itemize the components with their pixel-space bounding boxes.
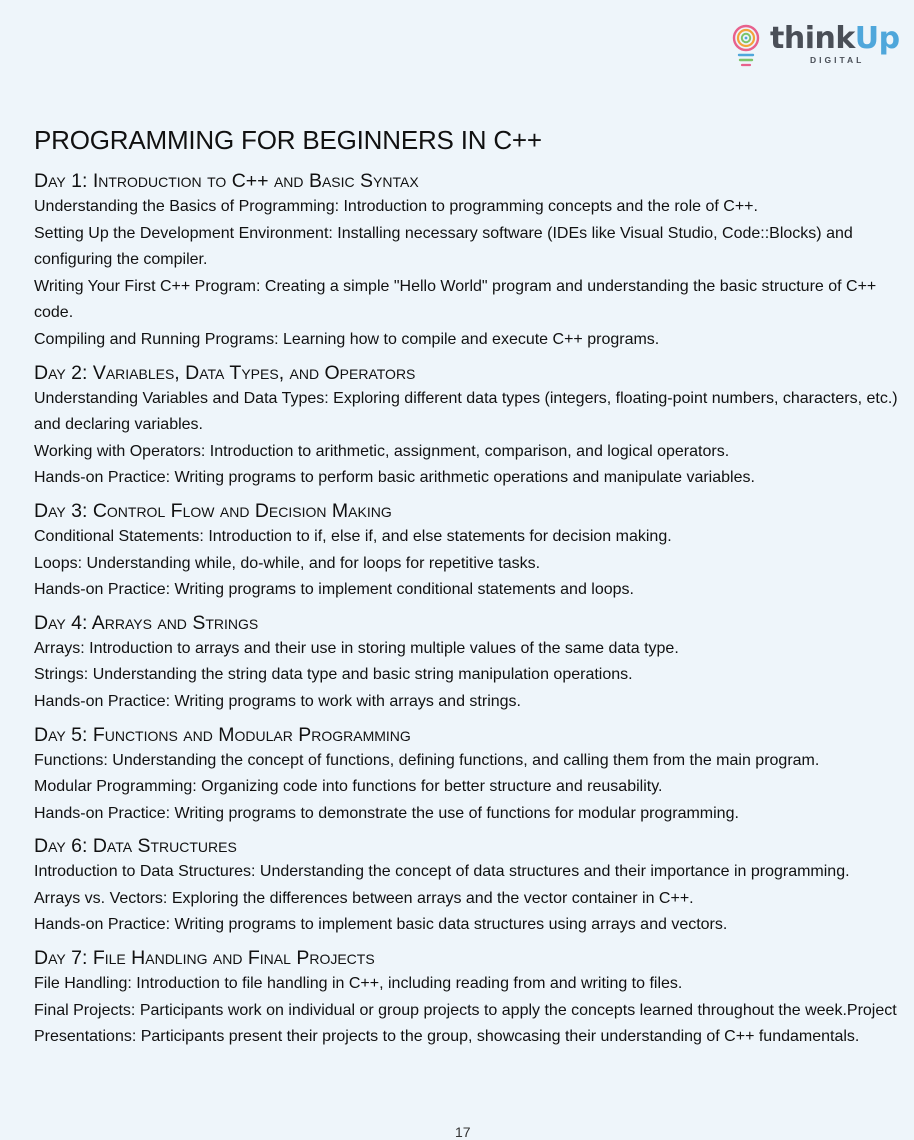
paragraph: Loops: Understanding while, do-while, and for loops for repetitive tasks. (34, 554, 541, 572)
thinkup-logo (730, 21, 900, 68)
day-heading: Day 1: Introduction to C++ and Basic Syntax (34, 170, 419, 192)
paragraph: Hands-on Practice: Writing programs to implement basic data structures using arrays and vectors. (34, 916, 728, 934)
day-heading: Day 7: File Handling and Final Projects (34, 947, 375, 970)
paragraph: Final Projects: Participants work on individual or group projects to apply the concepts learned throughout the week.Project Presentations: Participants present their projects to the group, showcasing their understanding of C++ fundamentals. (34, 1001, 897, 1046)
paragraph: Conditional Statements: Introduction to if, else if, and else statements for decision making. (34, 527, 672, 545)
paragraph: Hands-on Practice: Writing programs to perform basic arithmetic operations and manipulate variables. (34, 469, 755, 487)
paragraph: Arrays: Introduction to arrays and their use in storing multiple values of the same data type. (34, 639, 679, 657)
paragraph: Introduction to Data Structures: Understanding the concept of data structures and their importance in programming. (34, 863, 850, 881)
lightbulb-swirl-icon (730, 22, 764, 68)
paragraph: Strings: Understanding the string data type and basic string manipulation operations. (34, 666, 633, 684)
day-5-section (34, 722, 904, 828)
logo-subtitle: DIGITAL (810, 55, 865, 65)
paragraph: Functions: Understanding the concept of functions, defining functions, and calling them from the main program. (34, 751, 820, 769)
day-heading: Day 3: Control Flow and Decision Making (34, 499, 392, 522)
paragraph: Hands-on Practice: Writing programs to implement conditional statements and loops. (34, 581, 634, 599)
paragraph: File Handling: Introduction to file handling in C++, including reading from and writing to files. (34, 975, 683, 993)
day-4-section (34, 610, 904, 716)
paragraph: Understanding Variables and Data Types: Exploring different data types (integers, floating-point numbers, characters, etc.) and declaring variables. (34, 389, 898, 434)
paragraph: Understanding the Basics of Programming: Introduction to programming concepts and the role of C++. (34, 198, 758, 215)
paragraph: Modular Programming: Organizing code into functions for better structure and reusability. (34, 778, 663, 796)
document-body (34, 120, 904, 1057)
day-2-section (34, 360, 904, 492)
page-title: PROGRAMMING FOR BEGINNERS IN C++ (34, 125, 542, 155)
day-7-section (34, 945, 904, 1051)
paragraph: Working with Operators: Introduction to arithmetic, assignment, comparison, and logical operators. (34, 442, 730, 460)
paragraph: Hands-on Practice: Writing programs to work with arrays and strings. (34, 692, 521, 710)
paragraph: Setting Up the Development Environment: Installing necessary software (IDEs like Visual Studio, Code::Blocks) and configuring the compiler. (34, 224, 853, 269)
day-heading: Day 2: Variables, Data Types, and Operators (34, 361, 416, 384)
day-3-section (34, 498, 904, 604)
logo-wordmark: thinkUp (770, 21, 900, 56)
paragraph: Hands-on Practice: Writing programs to demonstrate the use of functions for modular programming. (34, 804, 739, 822)
paragraph: Arrays vs. Vectors: Exploring the differences between arrays and the vector container in C++. (34, 889, 694, 907)
page-number: 17 (455, 1124, 471, 1140)
day-heading: Day 6: Data Structures (34, 835, 237, 858)
day-1-section (34, 168, 904, 354)
paragraph: Compiling and Running Programs: Learning how to compile and execute C++ programs. (34, 330, 660, 348)
day-6-section (34, 833, 904, 939)
paragraph: Writing Your First C++ Program: Creating a simple "Hello World" program and understanding the basic structure of C++ code. (34, 277, 877, 322)
day-heading: Day 4: Arrays and Strings (34, 611, 259, 634)
day-heading: Day 5: Functions and Modular Programming (34, 723, 411, 746)
